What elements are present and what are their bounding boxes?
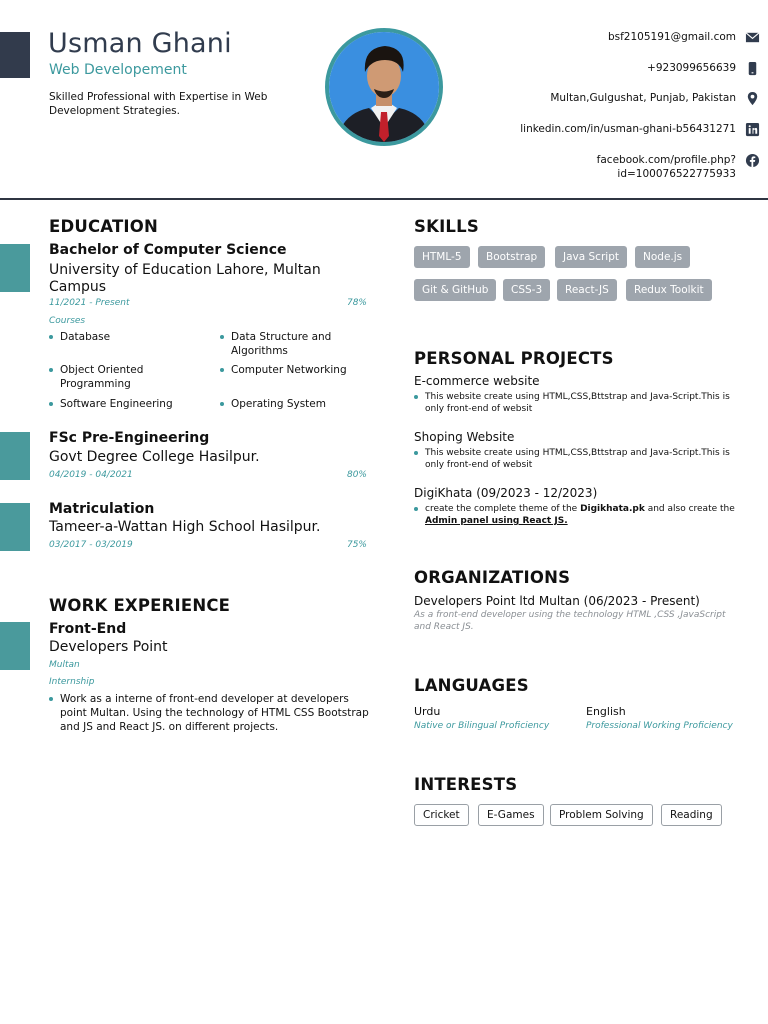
work-accent-bar [0,622,30,670]
projects-title: PERSONAL PROJECTS [414,349,614,368]
education-dates-1: 11/2021 - Present [49,298,130,308]
skills-title: SKILLS [414,217,479,236]
skill-tag: React-JS [557,279,617,301]
language-name: English [586,705,626,718]
education-title: EDUCATION [49,217,158,236]
project-name: DigiKhata (09/2023 - 12/2023) [414,486,598,500]
education-dates-3: 03/2017 - 03/2019 [49,540,133,550]
course-item: Database [49,330,209,344]
education-grade-3: 75% [346,540,367,550]
education-accent-bar-3 [0,503,30,551]
contact-email-text: bsf2105191@gmail.com [607,31,736,43]
resume-header [0,0,768,200]
skill-tag: Node.js [635,246,690,268]
person-name: Usman Ghani [48,28,232,59]
interest-tag: E-Games [478,804,544,826]
project-name: E-commerce website [414,374,540,388]
degree-title-1: Bachelor of Computer Science [49,242,287,258]
project-description [414,503,744,527]
education-meta-1 [49,298,367,308]
location-pin-icon [745,91,760,106]
work-type: Internship [49,677,95,687]
summary-text: Skilled Professional with Expertise in Web Development Strategies. [49,91,268,117]
organization-description: As a front-end developer using the technology HTML ,CSS ,JavaScript and React JS. [414,610,726,632]
skill-tag: CSS-3 [503,279,550,301]
project-desc-underline: Admin panel using React JS. [425,516,568,526]
institution-1: University of Education Lahore, Multan Campus [49,262,321,295]
skill-tag: Java Script [555,246,627,268]
project-desc-prefix: create the complete theme of the [425,504,581,514]
education-meta-2 [49,470,367,480]
course-item: Object Oriented Programming [49,363,209,391]
course-item: Computer Networking [220,363,370,377]
language-level: Professional Working Proficiency [586,721,733,731]
interests-title: INTERESTS [414,775,518,794]
skill-tag: Git & GitHub [414,279,496,301]
course-item: Data Structure and Algorithms [220,330,370,358]
contact-phone[interactable] [647,61,736,75]
contact-facebook-line2: id=100076522775933 [617,168,736,180]
contact-linkedin[interactable] [520,122,736,136]
contact-linkedin-text: linkedin.com/in/usman-ghani-b56431271 [520,123,736,135]
work-location: Multan [49,660,80,670]
education-accent-bar-1 [0,244,30,292]
linkedin-icon [745,122,760,137]
course-item: Software Engineering [49,397,209,411]
language-level: Native or Bilingual Proficiency [414,721,550,731]
degree-title-2: FSc Pre-Engineering [49,430,210,446]
project-description: This website create using HTML,CSS,Bttstrap and Java-Script.This is only front-end of websit [414,447,744,471]
skill-tag: Bootstrap [478,246,545,268]
contact-location[interactable] [550,91,736,105]
education-accent-bar-2 [0,432,30,480]
header-accent-bar [0,32,30,78]
contact-email[interactable] [608,30,736,44]
courses-label: Courses [49,316,86,326]
language-name: Urdu [414,705,441,718]
interest-tag: Problem Solving [550,804,653,826]
facebook-icon [745,153,760,168]
course-item: Operating System [220,397,370,411]
education-meta-3 [49,540,367,550]
education-grade-1: 78% [346,298,367,308]
profile-photo [325,28,443,146]
phone-icon [745,61,760,76]
work-description: Work as a interne of front-end developer at developers point Multan. Using the technology of HTML CSS Bootstrap and JS and React JS. on different projects. [49,692,374,734]
languages-title: LANGUAGES [414,676,529,695]
profile-photo-illustration [329,32,439,142]
mail-icon [745,30,760,45]
organizations-title: ORGANIZATIONS [414,568,571,587]
skill-tag: Redux Toolkit [626,279,712,301]
degree-title-3: Matriculation [49,501,155,517]
education-grade-2: 80% [346,470,367,480]
project-desc-mid: and also create the [644,504,735,514]
contact-facebook[interactable] [597,153,736,181]
contact-facebook-line1: facebook.com/profile.php? [596,154,736,166]
skill-tag: HTML-5 [414,246,470,268]
work-position: Front-End [49,621,127,637]
work-experience-title: WORK EXPERIENCE [49,596,231,615]
institution-2: Govt Degree College Hasilpur. [49,449,260,465]
education-dates-2: 04/2019 - 04/2021 [49,470,133,480]
organization-name: Developers Point ltd Multan (06/2023 - Present) [414,594,700,608]
interest-tag: Reading [661,804,722,826]
contact-phone-text: +923099656639 [647,62,736,74]
contact-location-text: Multan,Gulgushat, Punjab, Pakistan [550,92,736,104]
institution-3: Tameer-a-Wattan High School Hasilpur. [49,519,321,535]
project-desc-bold: Digikhata.pk [580,504,645,514]
work-company: Developers Point [49,639,168,655]
interest-tag: Cricket [414,804,469,826]
project-name: Shoping Website [414,430,515,444]
project-description: This website create using HTML,CSS,Bttstrap and Java-Script.This is only front-end of websit [414,391,744,415]
person-role: Web Developement [49,62,187,78]
